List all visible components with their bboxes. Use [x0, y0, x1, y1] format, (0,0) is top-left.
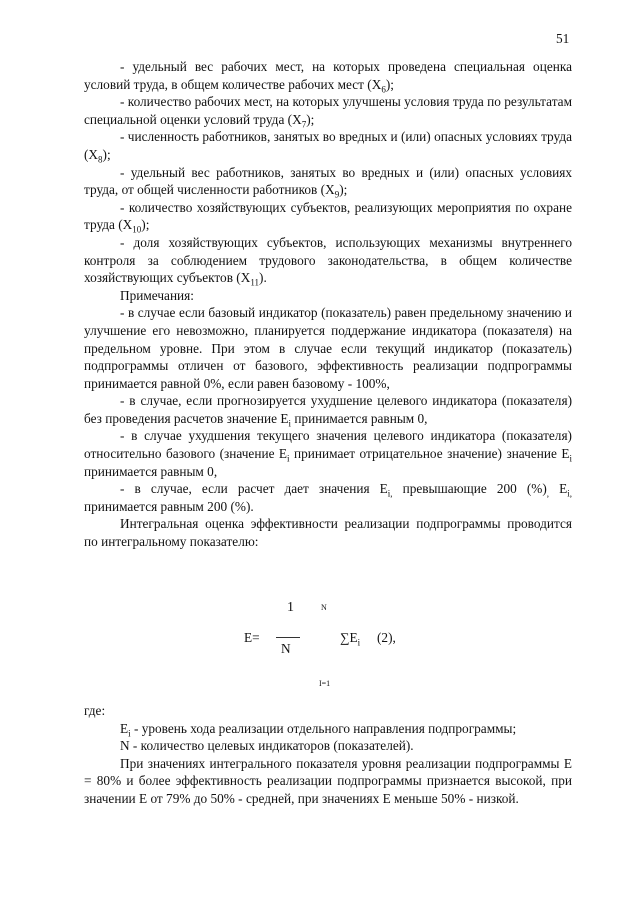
- formula-lhs: E=: [244, 630, 260, 645]
- fraction-line: [276, 637, 300, 638]
- conclusion-paragraph: При значениях интегрального показателя уровня реализации подпрограммы E = 80% и более эффективность реализации подпрограммы признается высокой, при значении E от 79% до 50% - средней, при значениях E меньше 50% - низкой.: [84, 755, 572, 806]
- formula-lower-limit: I=1: [319, 679, 331, 688]
- formula-numerator: 1: [287, 600, 294, 615]
- note-forecast-worsening: - в случае, если прогнозируется ухудшение целевого индикатора (показателя) без проведения расчетов значение $E_i$ принимается равным 0,: [84, 393, 572, 429]
- indicator-x6: - удельный вес рабочих мест, на которых проведена специальная оценка условий труда, в общем количестве рабочих мест $(X_6)$;: [84, 59, 572, 95]
- formula-sum: $\sum E_i$: [340, 630, 361, 648]
- integral-intro: Интегральная оценка эффективности реализации подпрограммы проводится по интегральному показателю:: [84, 516, 572, 550]
- indicator-x9: - удельный вес работников, занятых во вредных и (или) опасных условиях труда, от общей численности работников $(X_9)$;: [84, 164, 572, 200]
- definition-Ei: $E_i$ - уровень хода реализации отдельного направления подпрограммы;: [120, 720, 517, 739]
- formula-upper-limit: N: [321, 603, 327, 612]
- definitions: [84, 702, 572, 808]
- notes-title: Примечания:: [120, 287, 194, 303]
- note-base-indicator: - в случае если базовый индикатор (показатель) равен предельному значению и улучшение его невозможно, планируется поддержание индикатора (показателя) на предельном уровне. При этом в случае если текущий индикатор (показатель) подпрограммы отличен от базового, эффективность реализации подпрограммы принимается равной 0%, если равен базовому - 100%,: [84, 305, 572, 391]
- formula-number: (2),: [377, 630, 396, 645]
- where-label: где:: [84, 703, 106, 718]
- indicator-x10: - количество хозяйствующих субъектов, реализующих мероприятия по охране труда $(X_{10})$;: [84, 199, 572, 235]
- page-number: 51: [556, 31, 570, 46]
- indicator-x7: - количество рабочих мест, на которых улучшены условия труда по результатам специальной оценки условий труда $(X_7)$;: [84, 94, 572, 130]
- indicator-list: [84, 58, 572, 551]
- note-over-200: - в случае, если расчет дает значения $E_{i,}$ превышающие 200 $(\%)_,$ $E_{i,}$ принимается равным 200 (%).: [84, 481, 572, 514]
- indicator-x8: - численность работников, занятых во вредных и (или) опасных условиях труда $(X_8)$;: [84, 129, 572, 165]
- indicator-x11: - доля хозяйствующих субъектов, использующих механизмы внутреннего контроля за соблюдением трудового законодательства, в общем количестве хозяйствующих субъектов $(X_{11})$.: [84, 234, 572, 288]
- note-current-worsening: - в случае ухудшения текущего значения целевого индикатора (показателя) относительно базового (значение $E_i$ принимает отрицательное значение) значение $E_i$ принимается равным 0,: [84, 428, 572, 479]
- definition-N: N - количество целевых индикаторов (показателей).: [120, 738, 414, 754]
- formula-denominator: N: [281, 641, 291, 656]
